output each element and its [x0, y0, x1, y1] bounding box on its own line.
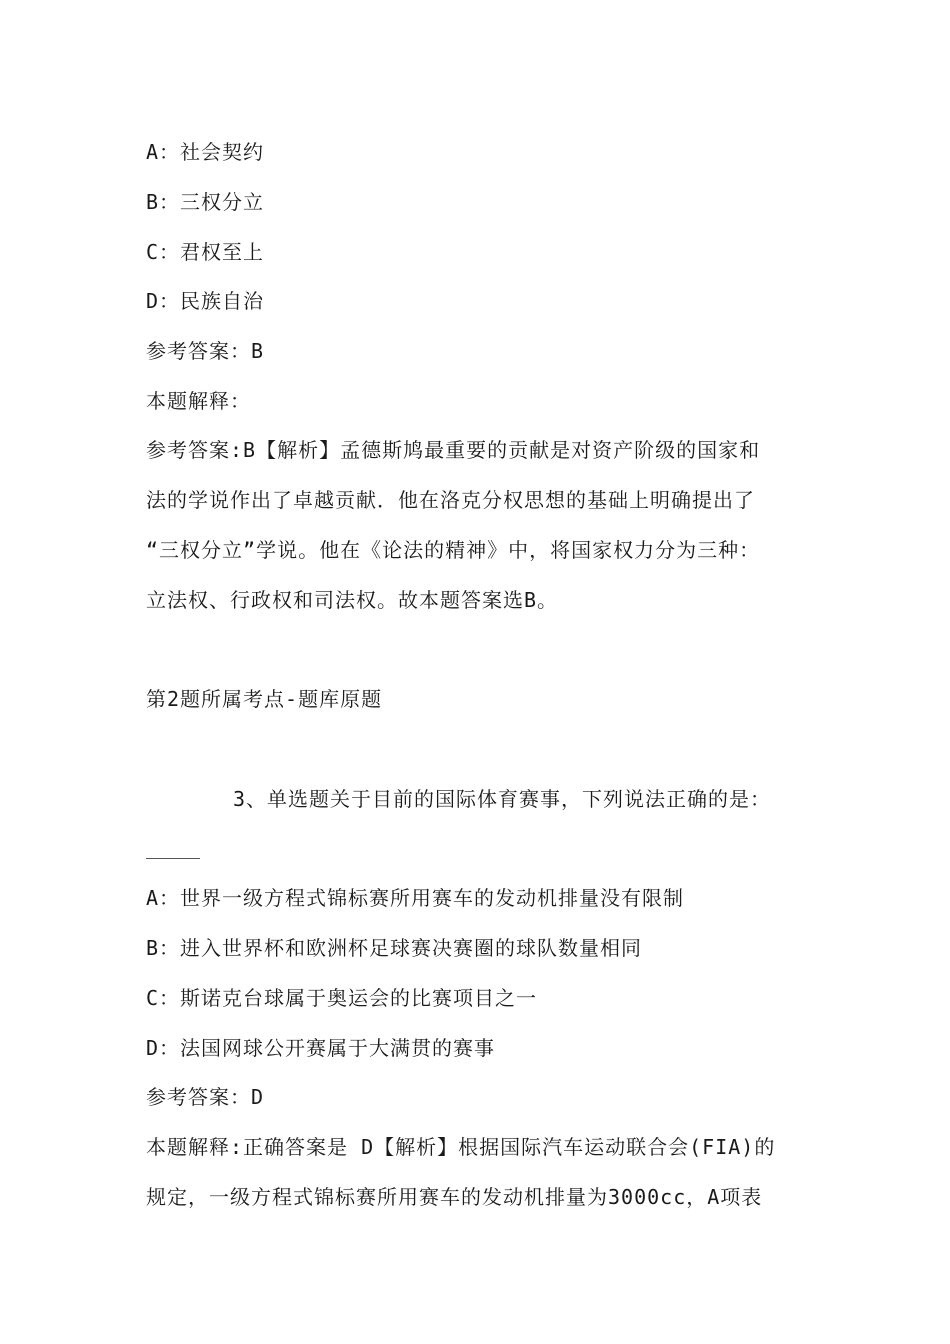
- q2-option-a: A：社会契约: [146, 140, 265, 164]
- q2-answer: 参考答案：B: [146, 339, 265, 363]
- q2-option-d: D：民族自治: [146, 289, 265, 313]
- q3-question: 3、单选题关于目前的国际体育赛事，下列说法正确的是：: [233, 787, 772, 811]
- q3-option-b: B：进入世界杯和欧洲杯足球赛决赛圈的球队数量相同: [146, 936, 643, 960]
- q2-explanation-line: 法的学说作出了卓越贡献．他在洛克分权思想的基础上明确提出了: [146, 488, 755, 512]
- q2-explanation-line: “三权分立”学说。他在《论法的精神》中，将国家权力分为三种：: [146, 538, 761, 562]
- q2-knowledge-point: 第2题所属考点-题库原题: [146, 687, 383, 711]
- q3-option-c: C：斯诺克台球属于奥运会的比赛项目之一: [146, 986, 538, 1010]
- q3-explanation-line: 本题解释:正确答案是 D【解析】根据国际汽车运动联合会(FIA)的: [146, 1135, 776, 1159]
- q3-answer: 参考答案：D: [146, 1085, 265, 1109]
- q2-explanation-line: 立法权、行政权和司法权。故本题答案选B。: [146, 588, 559, 612]
- q3-option-a: A：世界一级方程式锦标赛所用赛车的发动机排量没有限制: [146, 886, 685, 910]
- q3-option-d: D：法国网球公开赛属于大满贯的赛事: [146, 1036, 496, 1060]
- q2-explanation-label: 本题解释：: [146, 389, 251, 413]
- q3-explanation-line: 规定，一级方程式锦标赛所用赛车的发动机排量为3000cc，A项表: [146, 1185, 763, 1209]
- q2-explanation-line: 参考答案:B【解析】孟德斯鸠最重要的贡献是对资产阶级的国家和: [146, 438, 761, 462]
- q2-option-c: C：君权至上: [146, 240, 265, 264]
- q2-option-b: B：三权分立: [146, 190, 265, 214]
- answer-blank-line: [146, 858, 200, 859]
